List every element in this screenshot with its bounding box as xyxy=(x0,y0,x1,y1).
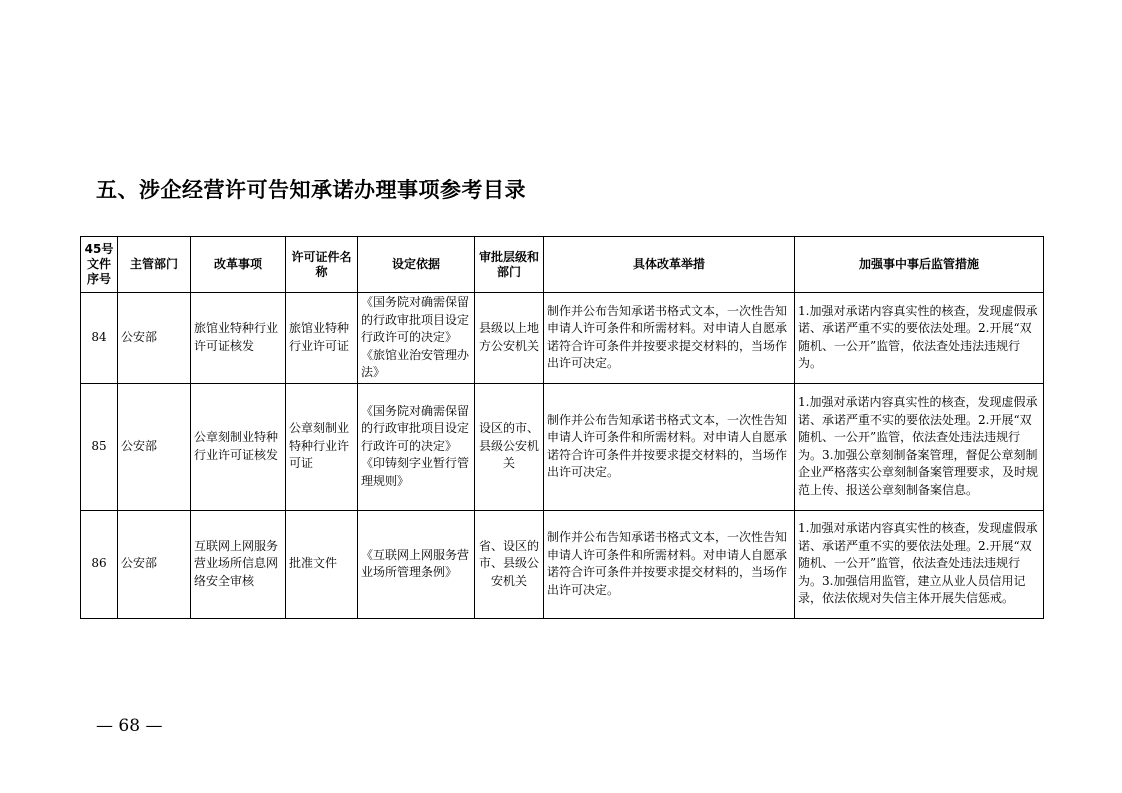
cell-doc-number: 86 xyxy=(81,510,118,618)
header-supervision-measures: 加强事中事后监管措施 xyxy=(795,237,1044,293)
cell-reform-item: 公章刻制业特种行业许可证核发 xyxy=(191,383,286,510)
header-department: 主管部门 xyxy=(118,237,191,293)
cell-approval-level: 设区的市、县级公安机关 xyxy=(475,383,544,510)
cell-legal-basis: 《国务院对确需保留的行政审批项目设定行政许可的决定》《旅馆业治安管理办法》 xyxy=(358,293,475,384)
cell-legal-basis: 《互联网上网服务营业场所管理条例》 xyxy=(358,510,475,618)
cell-reform-measures: 制作并公布告知承诺书格式文本，一次性告知申请人许可条件和所需材料。对申请人自愿承诺符合许可条件并按要求提交材料的，当场作出许可决定。 xyxy=(544,293,795,384)
header-license-name: 许可证件名称 xyxy=(286,237,358,293)
catalog-table xyxy=(80,236,1044,619)
cell-license-name: 旅馆业特种行业许可证 xyxy=(286,293,358,384)
table-row xyxy=(81,510,1044,618)
cell-supervision-measures: 1.加强对承诺内容真实性的核查，发现虚假承诺、承诺严重不实的要依法处理。2.开展“双随机、一公开”监管，依法查处违法违规行为。 xyxy=(795,293,1044,384)
cell-department: 公安部 xyxy=(118,510,191,618)
cell-doc-number: 84 xyxy=(81,293,118,384)
cell-supervision-measures: 1.加强对承诺内容真实性的核查，发现虚假承诺、承诺严重不实的要依法处理。2.开展“双随机、一公开”监管，依法查处违法违规行为。3.加强信用监管，建立从业人员信用记录，依法依规对失信主体开展失信惩戒。 xyxy=(795,510,1044,618)
cell-approval-level: 县级以上地方公安机关 xyxy=(475,293,544,384)
cell-doc-number: 85 xyxy=(81,383,118,510)
header-approval-level: 审批层级和部门 xyxy=(475,237,544,293)
cell-reform-measures: 制作并公布告知承诺书格式文本，一次性告知申请人许可条件和所需材料。对申请人自愿承诺符合许可条件并按要求提交材料的，当场作出许可决定。 xyxy=(544,510,795,618)
cell-department: 公安部 xyxy=(118,293,191,384)
cell-approval-level: 省、设区的市、县级公安机关 xyxy=(475,510,544,618)
cell-department: 公安部 xyxy=(118,383,191,510)
page-title: 五、涉企经营许可告知承诺办理事项参考目录 xyxy=(96,178,526,202)
table-header-row xyxy=(81,237,1044,293)
header-doc-number: 45号文件序号 xyxy=(81,237,118,293)
header-reform-item: 改革事项 xyxy=(191,237,286,293)
header-legal-basis: 设定依据 xyxy=(358,237,475,293)
table-row xyxy=(81,293,1044,384)
header-reform-measures: 具体改革举措 xyxy=(544,237,795,293)
cell-reform-item: 互联网上网服务营业场所信息网络安全审核 xyxy=(191,510,286,618)
cell-reform-item: 旅馆业特种行业许可证核发 xyxy=(191,293,286,384)
cell-legal-basis: 《国务院对确需保留的行政审批项目设定行政许可的决定》《印铸刻字业暂行管理规则》 xyxy=(358,383,475,510)
cell-license-name: 公章刻制业特种行业许可证 xyxy=(286,383,358,510)
table-row xyxy=(81,383,1044,510)
cell-supervision-measures: 1.加强对承诺内容真实性的核查，发现虚假承诺、承诺严重不实的要依法处理。2.开展“双随机、一公开”监管，依法查处违法违规行为。3.加强公章刻制备案管理，督促公章刻制企业严格落实公章刻制备案管理要求，及时规范上传、报送公章刻制备案信息。 xyxy=(795,383,1044,510)
cell-reform-measures: 制作并公布告知承诺书格式文本，一次性告知申请人许可条件和所需材料。对申请人自愿承诺符合许可条件并按要求提交材料的，当场作出许可决定。 xyxy=(544,383,795,510)
page-number: — 68 — xyxy=(96,716,163,736)
cell-license-name: 批准文件 xyxy=(286,510,358,618)
